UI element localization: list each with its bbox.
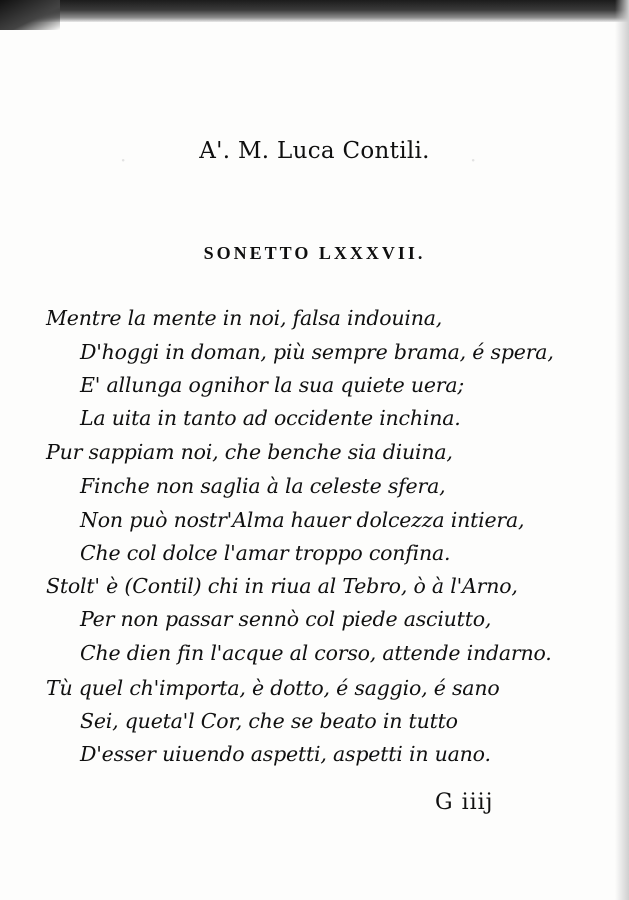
- verse-line: Che dien fin l'acque al corso, attende indarno.: [80, 641, 552, 665]
- verse-line: E' allunga ognihor la sua quiete uera;: [80, 373, 465, 397]
- verse-line: Non può nostr'Alma hauer dolcezza intiera,: [80, 508, 525, 532]
- verse-line: Che col dolce l'amar troppo confina.: [80, 541, 451, 565]
- verse-line: Mentre la mente in noi, falsa indouina,: [46, 306, 443, 330]
- sonnet-title: SONETTO LXXXVII.: [203, 243, 426, 263]
- bleed-through-mark: ·: [120, 148, 127, 172]
- verse-line: Pur sappiam noi, che benche sia diuina,: [46, 440, 453, 464]
- verse-line: Sei, queta'l Cor, che se beato in tutto: [80, 709, 458, 733]
- verse-line: Finche non saglia à la celeste sfera,: [80, 474, 446, 498]
- verse-line: Per non passar sennò col piede asciutto,: [80, 607, 492, 631]
- dedication-heading: A'. M. Luca Contili.: [199, 138, 430, 164]
- bleed-through-mark: ·: [470, 148, 477, 172]
- verse-line: D'hoggi in doman, più sempre brama, é spera,: [80, 340, 554, 364]
- verse-line: Stolt' è (Contil) chi in riua al Tebro, ò à l'Arno,: [46, 574, 518, 598]
- signature-mark: G iiij: [435, 790, 494, 815]
- verse-line: Tù quel ch'importa, è dotto, é saggio, é sano: [46, 676, 500, 700]
- verse-line: D'esser uiuendo aspetti, aspetti in uano.: [80, 742, 491, 766]
- verse-line: La uita in tanto ad occidente inchina.: [80, 406, 461, 430]
